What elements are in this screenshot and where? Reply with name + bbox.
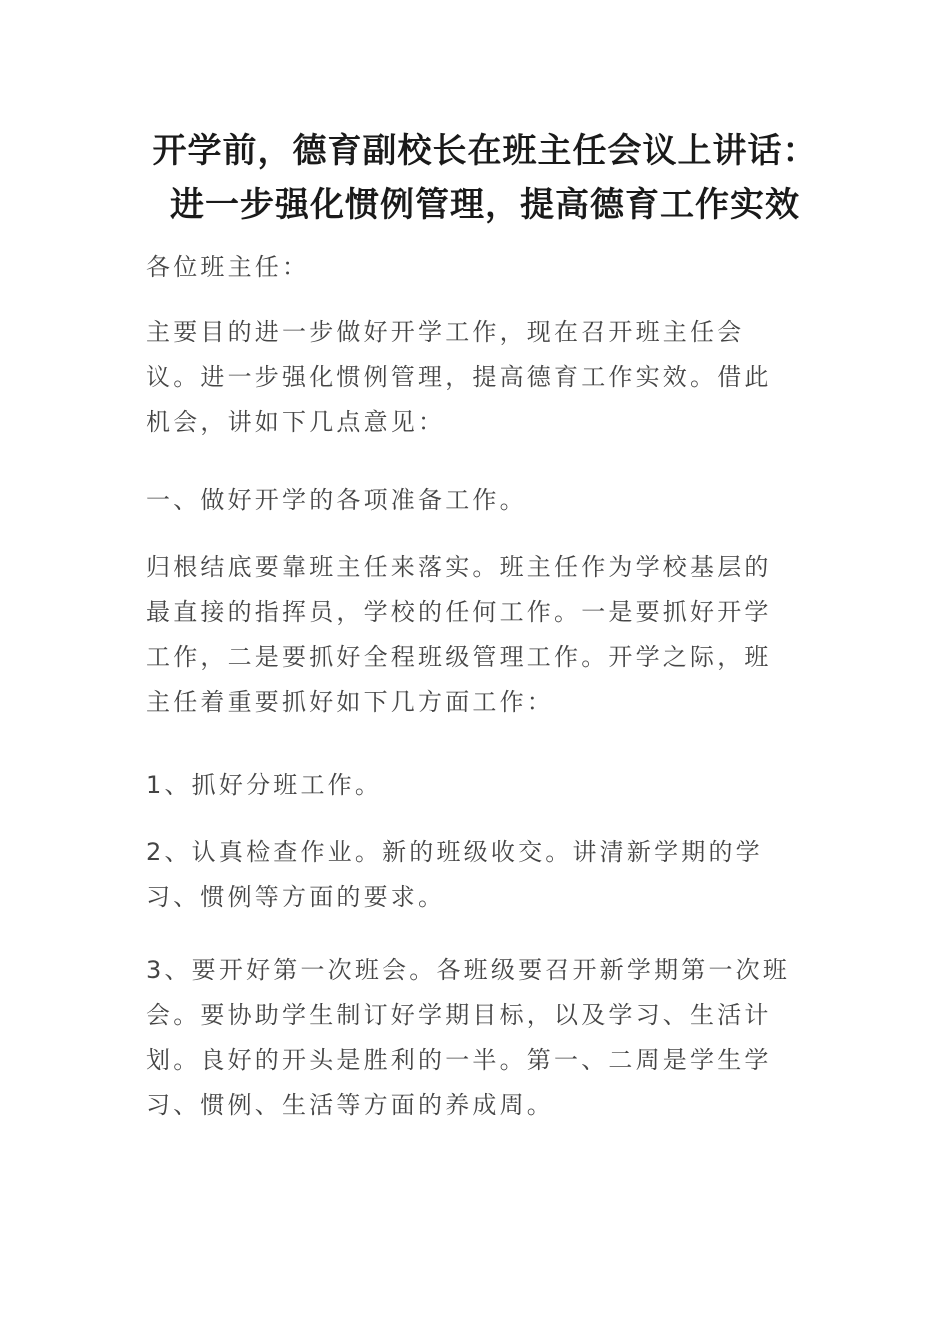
intro-paragraph: 主要目的进一步做好开学工作，现在召开班主任会议。进一步强化惯例管理，提高德育工作实效。借此机会，讲如下几点意见： (146, 318, 772, 436)
title-line-2: 进一步强化惯例管理，提高德育工作实效 (170, 185, 800, 225)
document-title (140, 124, 830, 232)
section-1-heading: 一、做好开学的各项准备工作。 (146, 486, 527, 514)
title-line-1: 开学前，德育副校长在班主任会议上讲话： (152, 131, 818, 171)
greeting-paragraph: 各位班主任： (146, 253, 310, 281)
list-item-2: 2、认真检查作业。新的班级收交。讲清新学期的学习、惯例等方面的要求。 (146, 838, 763, 911)
section-1-body-paragraph: 归根结底要靠班主任来落实。班主任作为学校基层的最直接的指挥员，学校的任何工作。一是要抓好开学工作，二是要抓好全程班级管理工作。开学之际，班主任着重要抓好如下几方面工作： (146, 553, 772, 716)
list-item-1: 1、抓好分班工作。 (146, 771, 383, 799)
list-item-3: 3、要开好第一次班会。各班级要召开新学期第一次班会。要协助学生制订好学期目标，以及学习、生活计划。良好的开头是胜利的一半。第一、二周是学生学习、惯例、生活等方面的养成周。 (146, 956, 791, 1119)
